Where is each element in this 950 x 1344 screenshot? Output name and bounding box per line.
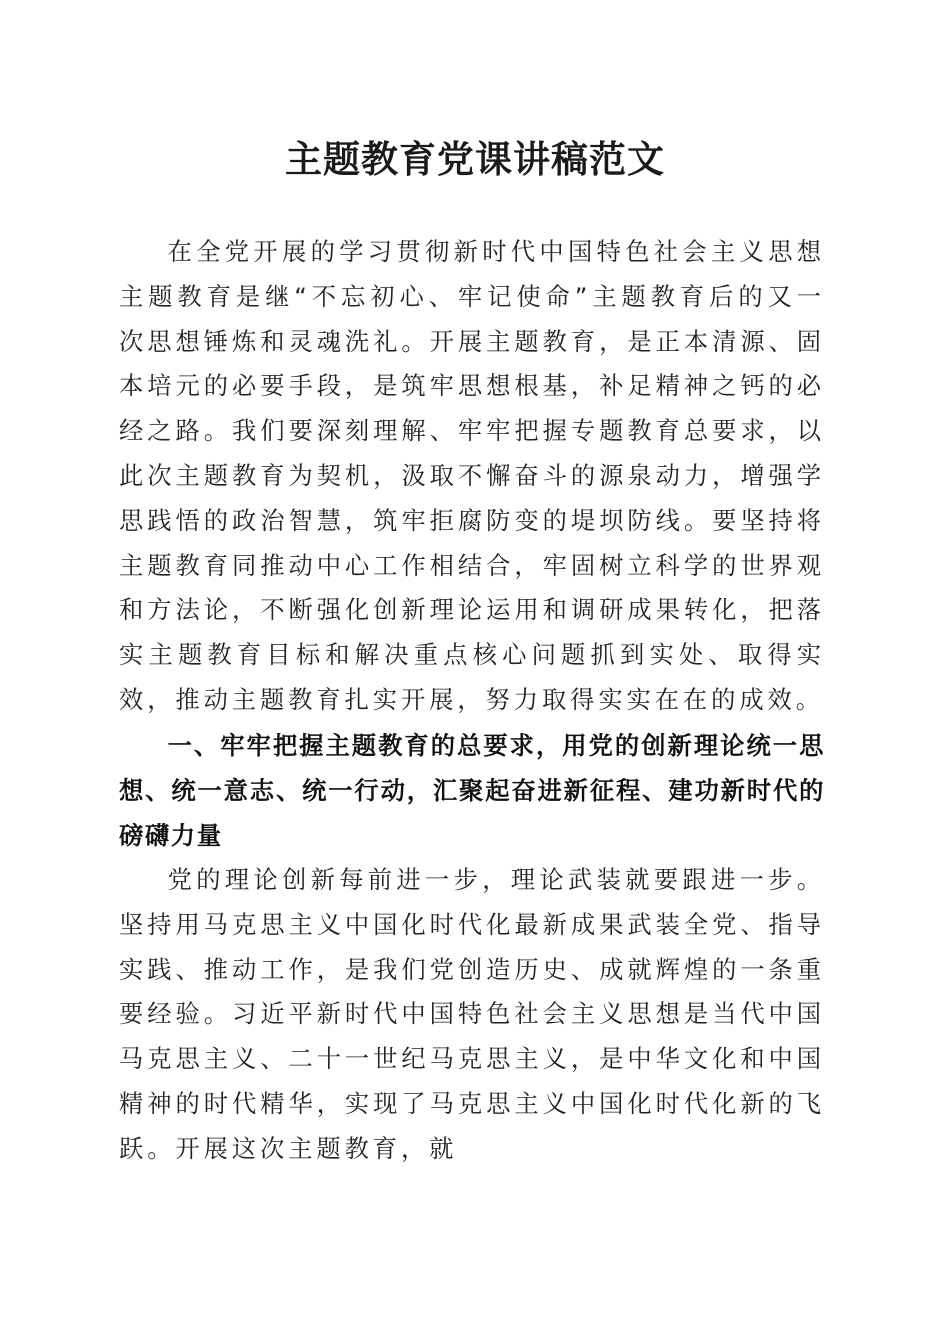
intro-paragraph: 在全党开展的学习贯彻新时代中国特色社会主义思想主题教育是继“不忘初心、牢记使命”主题教育后的又一次思想锤炼和灵魂洗礼。开展主题教育，是正本清源、固本培元的必要手段，是筑牢思想根基，补足精神之钙的必经之路。我们要深刻理解、牢牢把握专题教育总要求，以此次主题教育为契机，汲取不懈奋斗的源泉动力，增强学思践悟的政治智慧，筑牢拒腐防变的堤坝防线。要坚持将主题教育同推动中心工作相结合，牢固树立科学的世界观和方法论，不断强化创新理论运用和调研成果转化，把落实主题教育目标和解决重点核心问题抓到实处、取得实效，推动主题教育扎实开展，努力取得实实在在的成效。 — [119, 237, 825, 714]
section-paragraph: 党的理论创新每前进一步，理论武装就要跟进一步。坚持用马克思主义中国化时代化最新成果武装全党、指导实践、推动工作，是我们党创造历史、成就辉煌的一条重要经验。习近平新时代中国特色社会主义思想是当代中国马克思主义、二十一世纪马克思主义，是中华文化和中国精神的时代精华，实现了马克思主义中国化时代化新的飞跃。开展这次主题教育，就 — [119, 865, 825, 1163]
section-heading: 一、牢牢把握主题教育的总要求，用党的创新理论统一思想、统一意志、统一行动，汇聚起奋进新征程、建功新时代的磅礴力量 — [119, 731, 825, 850]
document-title: 主题教育党课讲稿范文 — [285, 137, 665, 181]
